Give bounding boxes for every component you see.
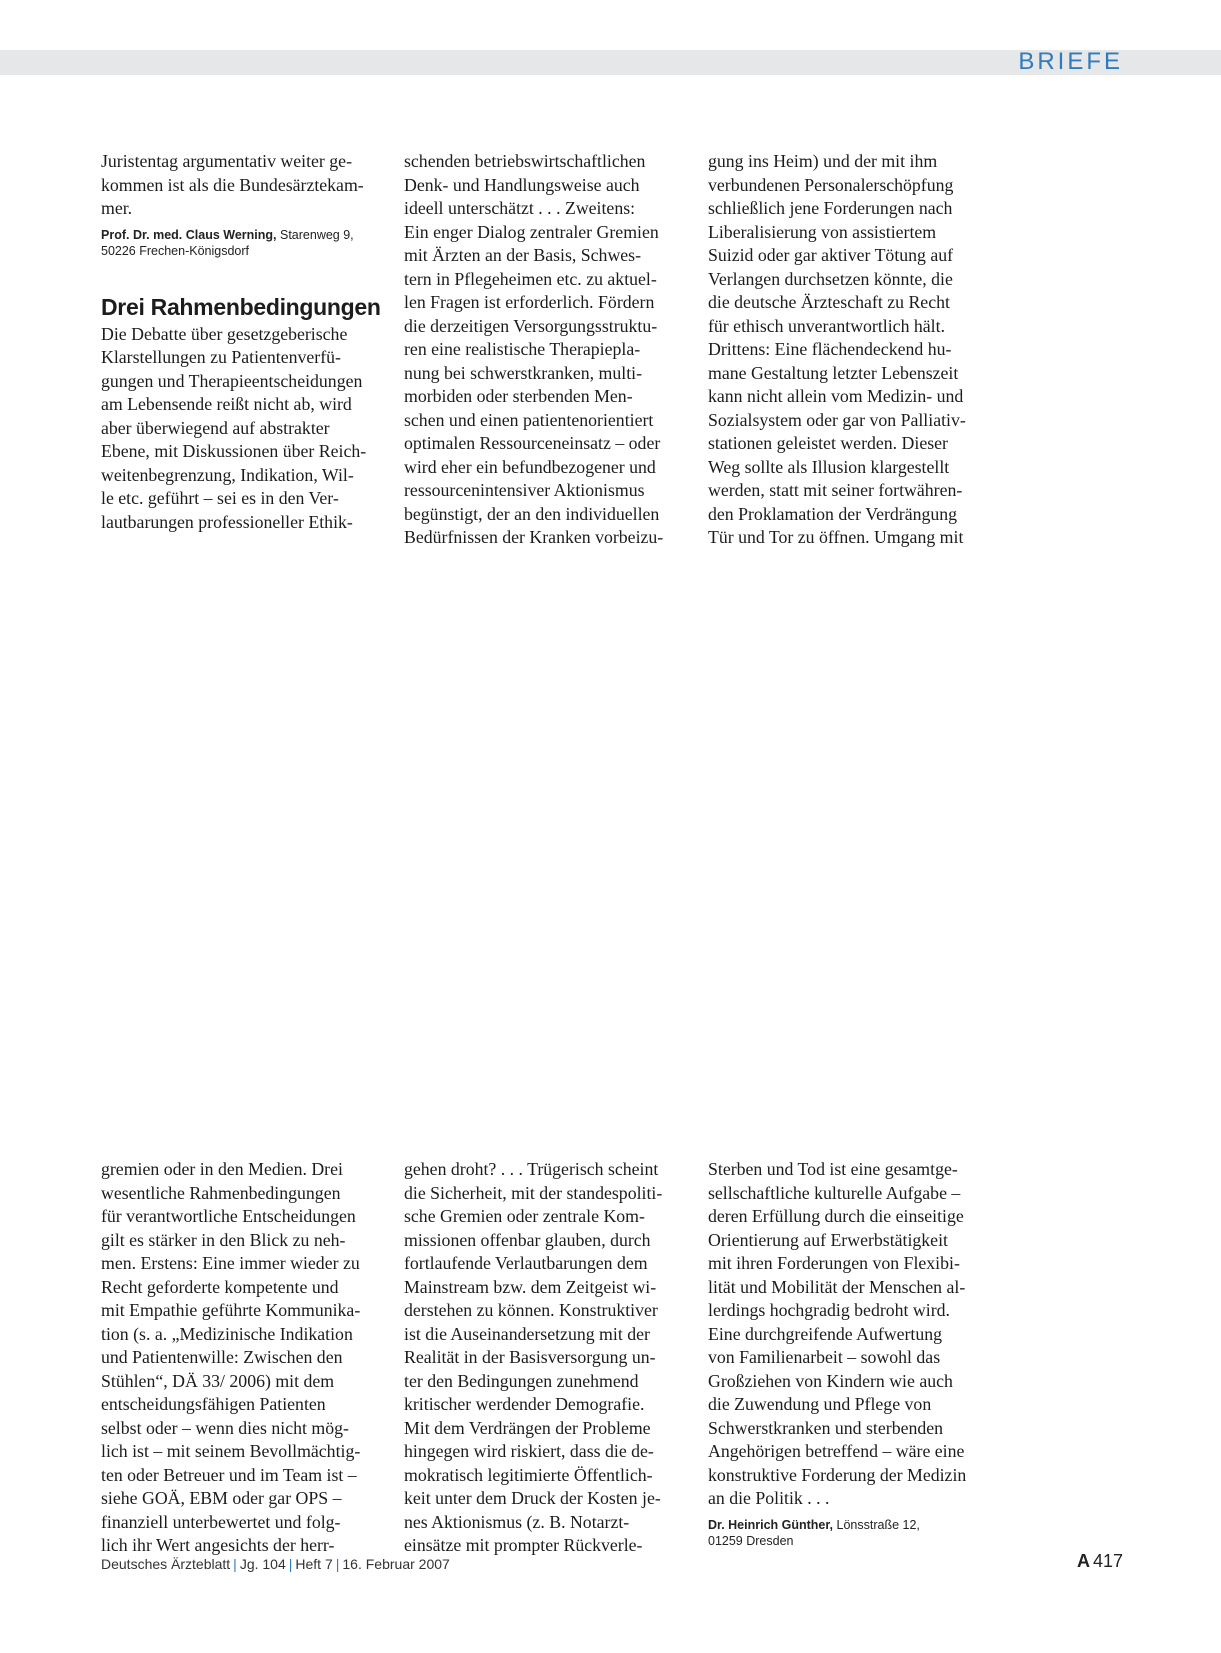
text-line: die Sicherheit, mit der standespoliti- [404,1182,663,1203]
text-line: Juristentag argumentativ weiter ge- [101,151,352,171]
text-line: entscheidungsfähigen Patienten [101,1394,326,1414]
text-line: Denk- und Handlungsweise auch [404,174,640,195]
text-line: kann nicht allein vom Medizin- und [708,386,964,406]
text-line: gungen und Therapieentscheidungen [101,370,363,391]
text-line: Angehörigen betreffend – wäre eine [708,1441,965,1461]
text-line: gehen droht? . . . Trügerisch scheint [404,1159,659,1179]
text-line: Ein enger Dialog zentraler Gremien [404,221,659,242]
text-line: an die Politik . . . [708,1488,830,1508]
text-line: siehe GOÄ, EBM oder gar OPS – [101,1488,342,1508]
issue-date: 16. Februar 2007 [342,1556,450,1572]
paragraph [404,150,690,550]
text-line: Orientierung auf Erwerbstätigkeit [708,1229,948,1250]
text-line: ren eine realistische Therapiepla- [404,339,641,359]
text-line: mit Ärzten an der Basis, Schwes- [404,245,642,265]
text-line: sellschaftliche kulturelle Aufgabe – [708,1182,961,1203]
text-line: stationen geleistet werden. Dieser [708,433,948,453]
author-signature [708,1517,994,1549]
text-line: Bedürfnissen der Kranken vorbeizu- [404,527,664,547]
text-line: für verantwortliche Entscheidungen [101,1206,356,1226]
divider: | [335,1556,340,1572]
text-line: schließlich jene Forderungen nach [708,198,953,218]
text-line: mit ihren Forderungen von Flexibi- [708,1253,960,1273]
text-line: die deutsche Ärzteschaft zu Recht [708,292,950,312]
text-line: die Zuwendung und Pflege von [708,1394,932,1414]
text-line: wird eher ein befundbezogener und [404,456,656,477]
text-line: Drittens: Eine flächendeckend hu- [708,339,952,359]
paragraph [101,150,387,221]
text-line: men. Erstens: Eine immer wieder zu [101,1253,360,1273]
author-signature [101,227,387,259]
text-line: gung ins Heim) und der mit ihm [708,151,938,171]
text-line: konstruktive Forderung der Medizin [708,1464,967,1485]
text-line: lität und Mobilität der Menschen al- [708,1276,966,1297]
text-line: einsätze mit prompter Rückverle- [404,1535,643,1555]
text-line: ressourcenintensiver Aktionismus [404,480,645,500]
text-line: tern in Pflegeheimen etc. zu aktuel- [404,268,657,289]
volume: Jg. 104 [239,1556,286,1572]
text-line: ist die Auseinandersetzung mit der [404,1323,650,1344]
issue: Heft 7 [295,1556,333,1572]
text-line: Verlangen durchsetzen könnte, die [708,268,953,289]
text-line: Tür und Tor zu öffnen. Umgang mit [708,527,964,547]
text-line: finanziell unterbewertet und folg- [101,1511,341,1532]
text-line: die derzeitigen Versorgungsstruktu- [404,315,658,336]
text-line: werden, statt mit seiner fortwähren- [708,480,963,500]
text-line: mer. [101,198,133,218]
bottom-column-3 [708,1158,994,1549]
text-line: ideell unterschätzt . . . Zweitens: [404,198,636,218]
text-line: Weg sollte als Illusion klargestellt [708,456,950,477]
page-number [1077,1551,1123,1572]
top-column-2 [404,150,690,550]
paragraph [708,1158,994,1511]
text-line: optimalen Ressourceneinsatz – oder [404,433,661,453]
text-line: mokratisch legitimierte Öffentlich- [404,1464,653,1485]
text-line: weitenbegrenzung, Indikation, Wil- [101,464,354,485]
text-line: len Fragen ist erforderlich. Fördern [404,292,655,312]
text-line: deren Erfüllung durch die einseitige [708,1206,964,1226]
text-line: derstehen zu können. Konstruktiver [404,1300,658,1320]
top-column-3 [708,150,994,550]
text-line: verbundenen Personalerschöpfung [708,174,954,195]
author-address-line-1: Lönsstraße 12, [836,1517,920,1532]
author-name: Dr. Heinrich Günther, [708,1517,834,1532]
author-address-line-2: 50226 Frechen-Königsdorf [101,243,250,258]
footer-citation [101,1556,450,1572]
text-line: Klarstellungen zu Patientenverfü- [101,347,341,367]
text-line: sche Gremien oder zentrale Kom- [404,1206,645,1226]
text-line: kommen ist als die Bundesärztekam- [101,174,364,195]
text-line: lautbarungen professioneller Ethik- [101,511,353,532]
text-line: Sozialsystem oder gar von Palliativ- [708,409,966,430]
text-line: Ebene, mit Diskussionen über Reich- [101,441,367,461]
author-address-line-1: Starenweg 9, [279,227,354,242]
text-line: Sterben und Tod ist eine gesamtge- [708,1159,958,1179]
text-line: wesentliche Rahmenbedingungen [101,1182,341,1203]
text-line: lerdings hochgradig bedroht wird. [708,1300,950,1320]
text-line: aber überwiegend auf abstrakter [101,417,330,438]
text-line: Schwerstkranken und sterbenden [708,1417,944,1438]
text-line: Recht geforderte kompetente und [101,1276,339,1297]
text-line: mane Gestaltung letzter Lebenszeit [708,362,959,383]
journal-name: Deutsches Ärzteblatt [101,1556,231,1572]
bottom-column-2 [404,1158,690,1558]
text-line: selbst oder – wenn dies nicht mög- [101,1417,349,1438]
text-line: ten oder Betreuer und im Team ist – [101,1464,357,1485]
text-line: hingegen wird riskiert, dass die de- [404,1441,654,1461]
text-line: schen und einen patientenorientiert [404,409,654,430]
divider: | [233,1556,237,1572]
text-line: Großziehen von Kindern wie auch [708,1370,953,1391]
bottom-column-1 [101,1158,387,1558]
text-line: Eine durchgreifende Aufwertung [708,1323,943,1344]
text-line: Die Debatte über gesetzgeberische [101,323,348,344]
text-line: Mainstream bzw. dem Zeitgeist wi- [404,1276,657,1297]
text-line: für ethisch unverantwortlich hält. [708,315,946,336]
text-line: fortlaufende Verlautbarungen dem [404,1253,648,1273]
divider: | [288,1556,293,1572]
text-line: Liberalisierung von assistiertem [708,221,937,242]
text-line: Suizid oder gar aktiver Tötung auf [708,245,954,265]
text-line: am Lebensende reißt nicht ab, wird [101,394,352,414]
text-line: und Patientenwille: Zwischen den [101,1347,343,1367]
author-address-line-2: 01259 Dresden [708,1533,794,1548]
text-line: Realität in der Basisversorgung un- [404,1347,656,1367]
text-line: Mit dem Verdrängen der Probleme [404,1417,651,1438]
author-name: Prof. Dr. med. Claus Werning, [101,227,277,242]
page-prefix: A [1076,1551,1090,1571]
paragraph [708,150,994,550]
text-line: mit Empathie geführte Kommunika- [101,1300,361,1320]
paragraph [101,1158,387,1558]
top-column-1 [101,150,387,534]
paragraph [101,323,387,535]
text-line: den Proklamation der Verdrängung [708,503,958,524]
text-line: morbiden oder sterbenden Men- [404,386,633,406]
text-line: keit unter dem Druck der Kosten je- [404,1488,661,1508]
text-line: lich ihr Wert angesichts der herr- [101,1535,335,1555]
text-line: lich ist – mit seinem Bevollmächtig- [101,1441,361,1461]
text-line: gilt es stärker in den Blick zu neh- [101,1229,346,1250]
text-line: Stühlen“, DÄ 33/ 2006) mit dem [101,1370,335,1391]
page-number-value: 417 [1092,1551,1123,1571]
text-line: schenden betriebswirtschaftlichen [404,151,646,171]
text-line: begünstigt, der an den individuellen [404,503,660,524]
text-line: von Familienarbeit – sowohl das [708,1347,941,1367]
text-line: gremien oder in den Medien. Drei [101,1159,343,1179]
section-label: BRIEFE [1018,48,1123,75]
letter-headline: Drei Rahmenbedingungen [101,293,381,320]
text-line: nung bei schwerstkranken, multi- [404,362,643,383]
text-line: kritischer werdender Demografie. [404,1394,645,1414]
text-line: missionen offenbar glauben, durch [404,1229,651,1250]
paragraph [404,1158,690,1558]
text-line: nes Aktionismus (z. B. Notarzt- [404,1511,630,1532]
text-line: tion (s. a. „Medizinische Indikation [101,1323,353,1344]
text-line: ter den Bedingungen zunehmend [404,1370,639,1391]
text-line: le etc. geführt – sei es in den Ver- [101,488,339,508]
